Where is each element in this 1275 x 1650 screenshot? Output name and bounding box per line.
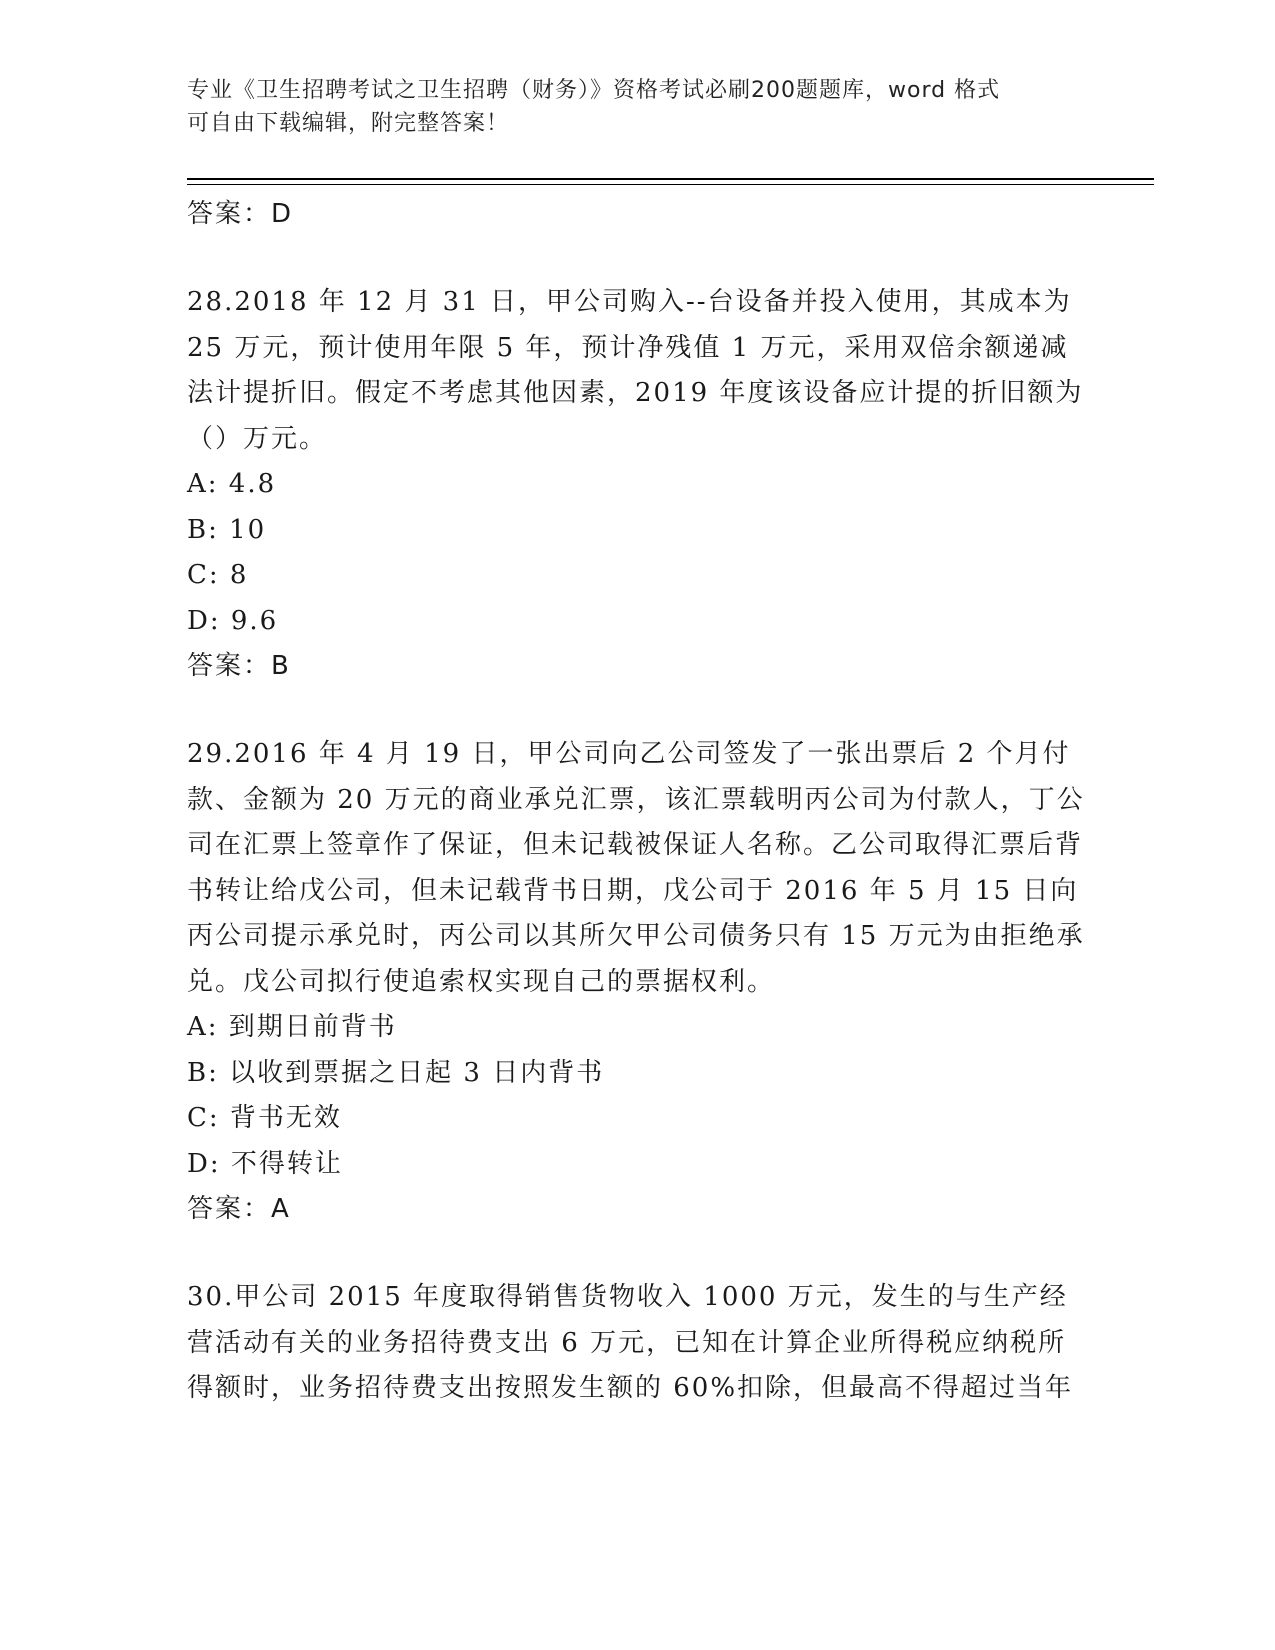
question-29-option-c: C: 背书无效 <box>187 1103 342 1133</box>
header-divider-thin <box>187 184 1154 185</box>
header-line-1: 专业《卫生招聘考试之卫生招聘（财务）》资格考试必刷200题题库，word 格式 <box>187 78 1001 103</box>
document-body <box>187 192 1087 1412</box>
document-header <box>187 74 1067 140</box>
question-block-28 <box>187 280 1087 688</box>
question-28-option-b: B: 10 <box>187 514 267 545</box>
answer-28: 答案：B <box>187 651 291 681</box>
question-29-option-a: A: 到期日前背书 <box>187 1012 397 1042</box>
question-29-option-b: B: 以收到票据之日起 3 日内背书 <box>187 1057 605 1088</box>
question-30-text: 30.甲公司 2015 年度取得销售货物收入 1000 万元，发生的与生产经营活动有关的业务招待费支出 6 万元，已知在计算企业所得税应纳税所得额时，业务招待费支出按照发生额的 60%扣除，但最高不得超过当年 <box>187 1282 1074 1403</box>
header-divider-thick <box>187 178 1154 180</box>
question-28-option-c: C: 8 <box>187 560 249 590</box>
question-28-option-d: D: 9.6 <box>187 605 279 636</box>
question-28-option-a: A: 4.8 <box>187 469 277 499</box>
question-29-option-d: D: 不得转让 <box>187 1148 343 1179</box>
answer-27: 答案：D <box>187 199 294 229</box>
answer-29: 答案：A <box>187 1194 291 1224</box>
header-line-2: 可自由下载编辑，附完整答案！ <box>187 111 510 136</box>
question-29-text: 29.2016 年 4 月 19 日，甲公司向乙公司签发了一张出票后 2 个月付款、金额为 20 万元的商业承兑汇票，该汇票载明丙公司为付款人，丁公司在汇票上签章作了保证，但未记载被保证人名称。乙公司取得汇票后背书转让给戊公司，但未记载背书日期，戊公司于 2016 年 5 月 15 日向丙公司提示承兑时，丙公司以其所欠甲公司债务只有 15 万元为由拒绝承兑。戊公司拟行使追索权实现自己的票据权利。 <box>187 739 1085 997</box>
question-block-29 <box>187 732 1087 1231</box>
question-block-30 <box>187 1275 1087 1412</box>
question-28-text: 28.2018 年 12 月 31 日，甲公司购入--台设备并投入使用，其成本为 25 万元，预计使用年限 5 年，预计净残值 1 万元，采用双倍余额递减法计提折旧。假定不考虑其他因素，2019 年度该设备应计提的折旧额为（）万元。 <box>187 287 1084 454</box>
